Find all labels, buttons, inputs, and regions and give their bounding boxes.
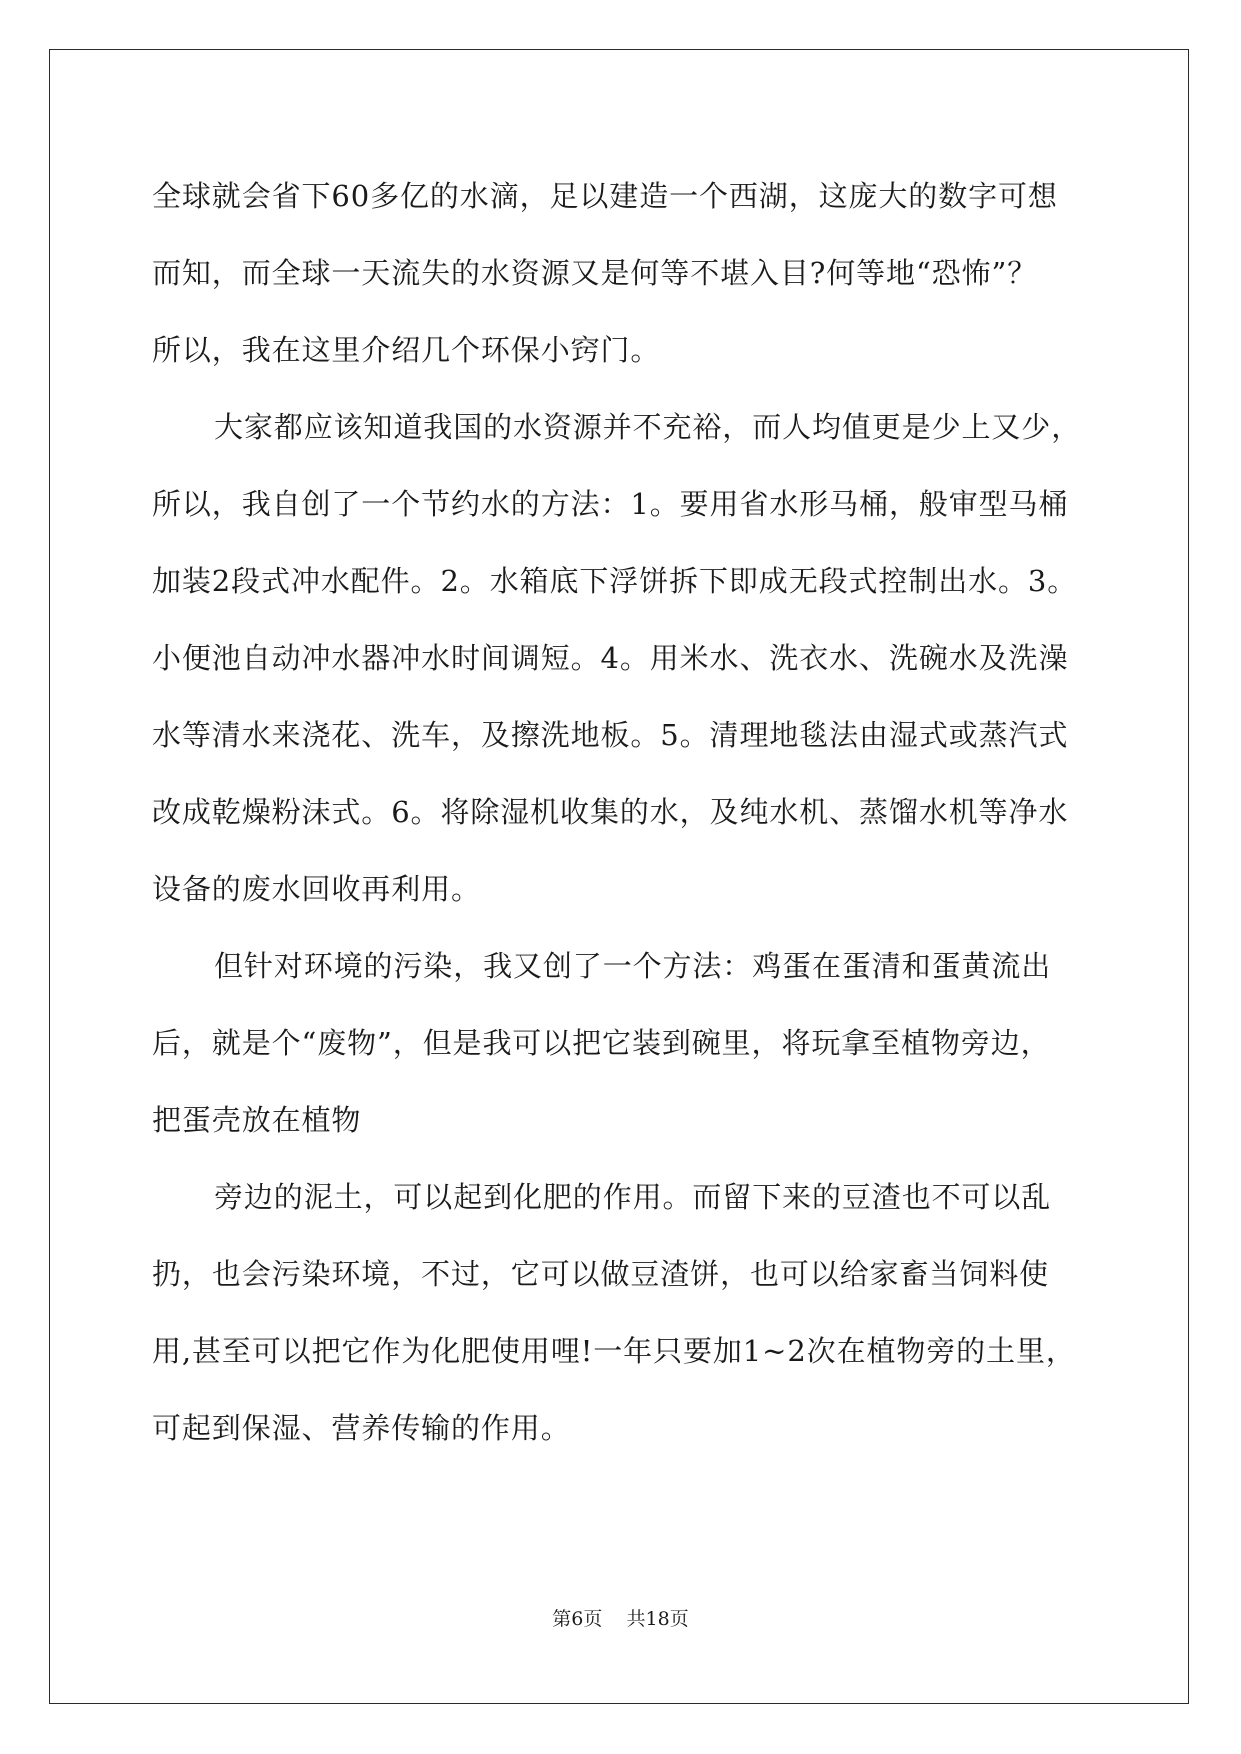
paragraph-start-line: 但针对环境的污染，我又创了一个方法：鸡蛋在蛋清和蛋黄流出 bbox=[214, 949, 1052, 983]
text-line: 所以，我自创了一个节约水的方法：1。要用省水形马桶，般审型马桶 bbox=[152, 487, 1069, 521]
text-line: 小便池自动冲水器冲水时间调短。4。用米水、洗衣水、洗碗水及洗澡 bbox=[152, 641, 1069, 675]
page-footer bbox=[0, 1607, 1241, 1631]
text-line: 可起到保湿、营养传输的作用。 bbox=[152, 1411, 571, 1445]
text-line: 全球就会省下60多亿的水滴，足以建造一个西湖，这庞大的数字可想 bbox=[152, 179, 1058, 213]
text-line: 加装2段式冲水配件。2。水箱底下浮饼拆下即成无段式控制出水。3。 bbox=[152, 564, 1078, 598]
paragraph-start-line: 旁边的泥土，可以起到化肥的作用。而留下来的豆渣也不可以乱 bbox=[214, 1180, 1052, 1214]
paragraph-start-line: 大家都应该知道我国的水资源并不充裕，而人均值更是少上又少， bbox=[214, 410, 1082, 444]
page-number: 第6页 bbox=[552, 1608, 603, 1630]
text-line: 设备的废水回收再利用。 bbox=[152, 872, 481, 906]
text-line: 把蛋壳放在植物 bbox=[152, 1103, 362, 1137]
text-line: 用,甚至可以把它作为化肥使用哩!一年只要加1~2次在植物旁的土里， bbox=[152, 1334, 1076, 1368]
document-body bbox=[152, 158, 1092, 1467]
page-total: 共18页 bbox=[626, 1608, 689, 1630]
text-line: 后，就是个“废物”，但是我可以把它装到碗里，将玩拿至植物旁边， bbox=[152, 1026, 1051, 1060]
text-line: 所以，我在这里介绍几个环保小窍门。 bbox=[152, 333, 661, 367]
text-line: 改成乾燥粉沫式。6。将除湿机收集的水，及纯水机、蒸馏水机等净水 bbox=[152, 795, 1069, 829]
text-line: 而知，而全球一天流失的水资源又是何等不堪入目?何等地“恐怖”？ bbox=[152, 256, 1038, 290]
text-line: 扔，也会污染环境，不过，它可以做豆渣饼，也可以给家畜当饲料使 bbox=[152, 1257, 1050, 1291]
text-line: 水等清水来浇花、洗车，及擦洗地板。5。清理地毯法由湿式或蒸汽式 bbox=[152, 718, 1069, 752]
